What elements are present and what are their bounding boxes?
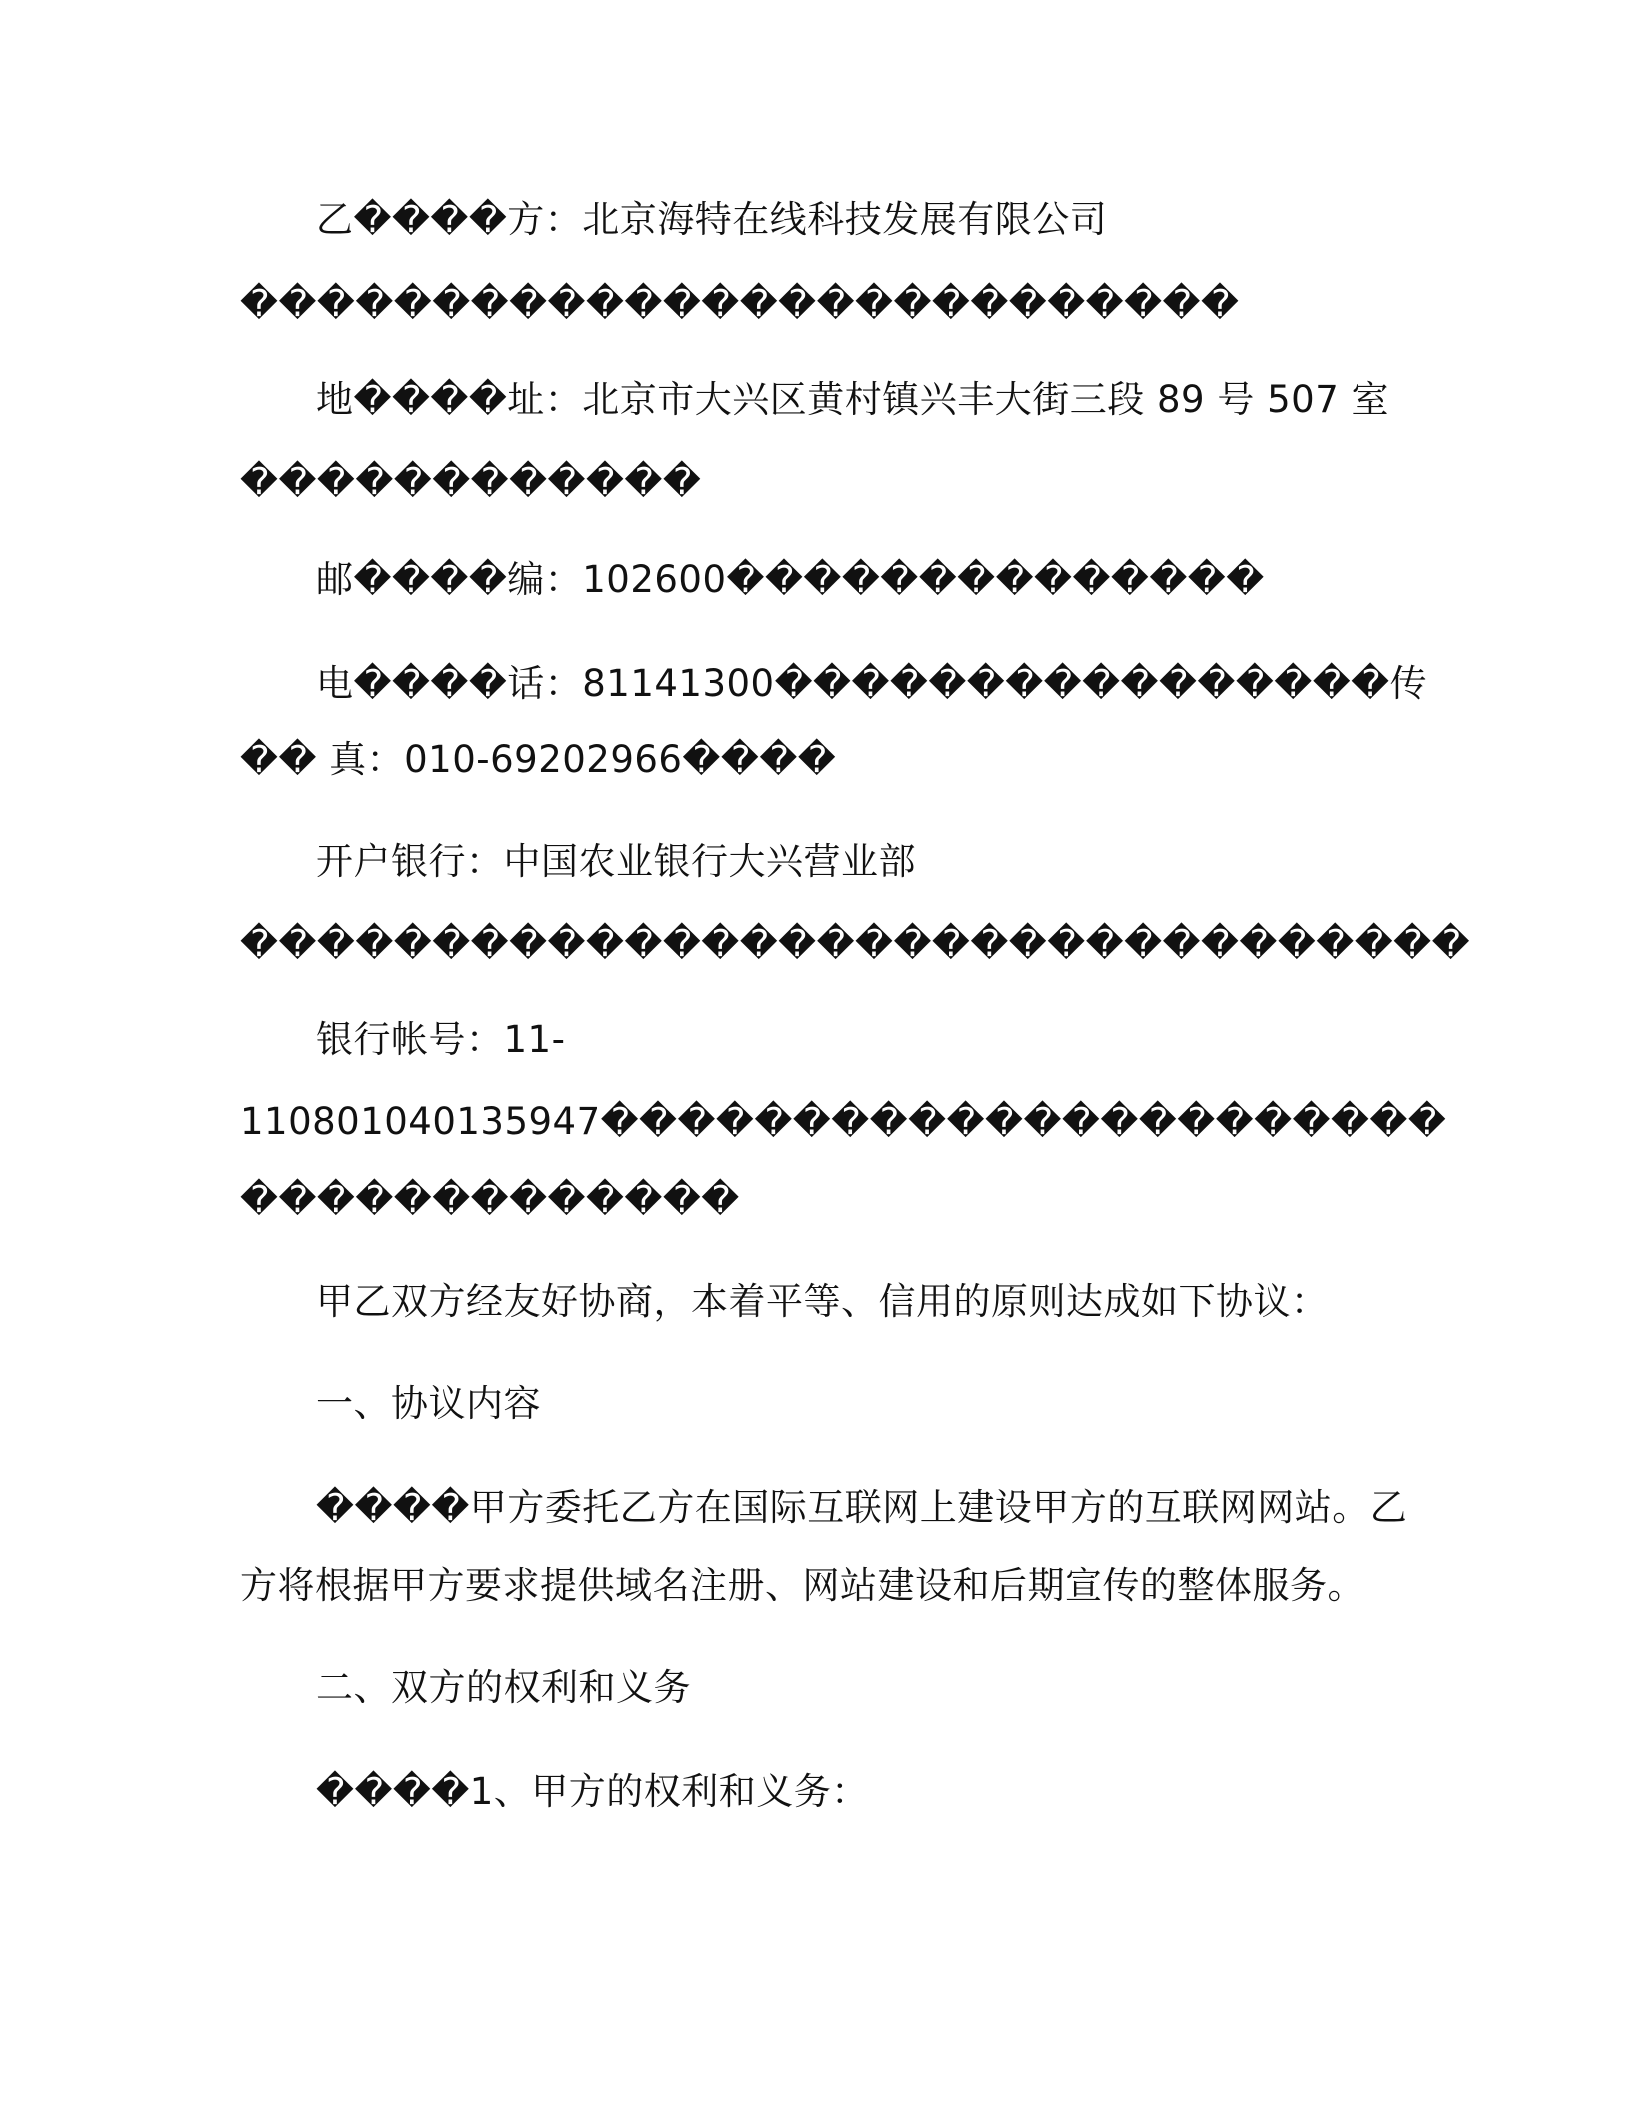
content-paragraph-line-1: ����甲方委托乙方在国际互联网上建设甲方的互联网网站。乙 <box>316 1486 1408 1529</box>
agreement-intro-line: 甲乙双方经友好协商，本着平等、信用的原则达成如下协议： <box>316 1280 1329 1323</box>
postcode-line: 邮����编：102600�������������� <box>316 558 1265 601</box>
content-paragraph-line-2: 方将根据甲方要求提供域名注册、网站建设和后期宣传的整体服务。 <box>240 1564 1365 1607</box>
account-label-line: 银行帐号：11- <box>316 1018 566 1061</box>
fax-line: �� 真：010-69202966���� <box>240 738 837 781</box>
garbled-line: �������������������������������� <box>240 922 1471 965</box>
garbled-line: ������������� <box>240 1178 740 1221</box>
section-heading-2: 二、双方的权利和义务 <box>316 1666 691 1709</box>
phone-line: 电����话：81141300����������������传 <box>316 662 1428 705</box>
bank-name-line: 开户银行：中国农业银行大兴营业部 <box>316 840 916 883</box>
account-number-line: 110801040135947���������������������� <box>240 1100 1447 1143</box>
subsection-heading-1: ����1、甲方的权利和义务： <box>316 1770 869 1813</box>
garbled-line: ������������ <box>240 460 702 503</box>
section-heading-1: 一、协议内容 <box>316 1382 541 1425</box>
party-b-name-line: 乙����方：北京海特在线科技发展有限公司 <box>316 198 1108 241</box>
address-line: 地����址：北京市大兴区黄村镇兴丰大街三段 89 号 507 室 <box>316 378 1390 421</box>
garbled-line: �������������������������� <box>240 282 1240 325</box>
